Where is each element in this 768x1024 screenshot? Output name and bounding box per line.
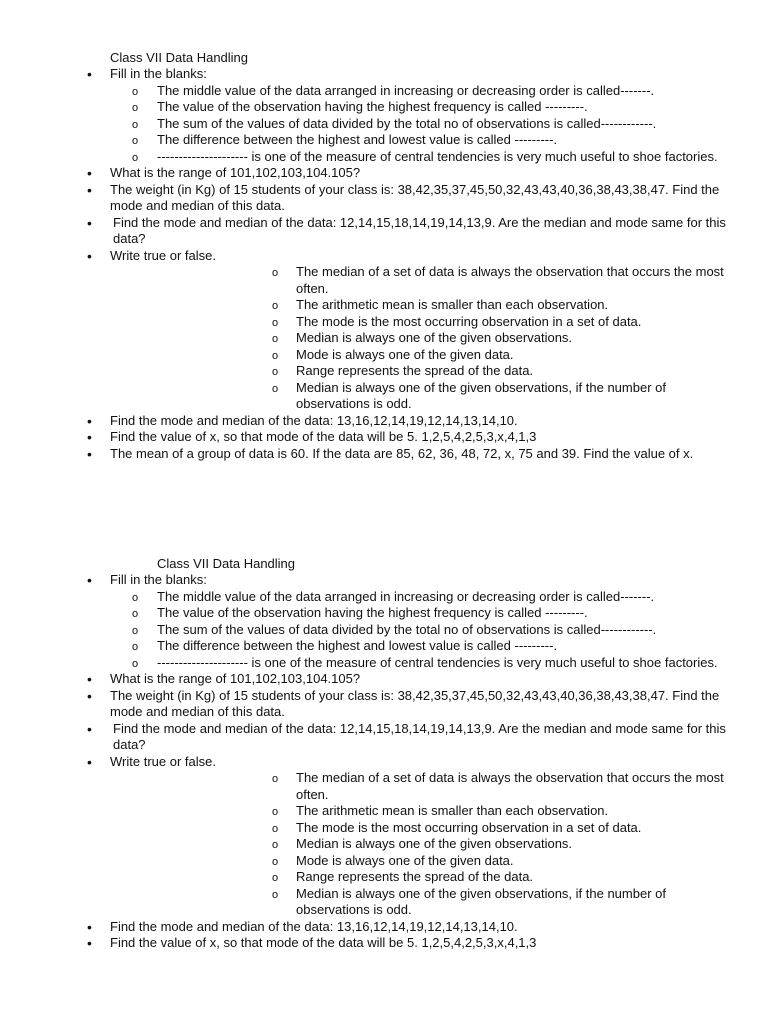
true-false-item xyxy=(0,853,736,870)
sub-bullet-marker: o xyxy=(132,118,139,131)
bullet-marker: • xyxy=(87,687,92,704)
question-text: What is the range of 101,102,103,104.105? xyxy=(110,671,361,686)
bullet-marker: • xyxy=(87,671,92,687)
bullet-marker: • xyxy=(87,165,92,181)
fill-blank-item xyxy=(0,638,737,655)
bullet-marker: • xyxy=(87,247,92,264)
question-true-false xyxy=(0,754,740,771)
worksheet-title: Class VII Data Handling xyxy=(110,50,249,65)
question-text: Write true or false. xyxy=(110,247,216,263)
question-text: Find the value of x, so that mode of the data will be 5. 1,2,5,4,2,5,3,x,4,1,3 xyxy=(110,935,537,950)
true-false-item xyxy=(0,314,736,331)
question-weight xyxy=(0,182,725,215)
fill-blank-text: The difference between the highest and lowest value is called ---------. xyxy=(157,638,558,653)
worksheet-title: Class VII Data Handling xyxy=(157,556,296,571)
question-value-x xyxy=(0,429,740,446)
true-false-item xyxy=(0,330,736,347)
sub-bullet-marker: o xyxy=(272,855,279,868)
question-text: Fill in the blanks: xyxy=(110,572,207,587)
fill-blank-text: The sum of the values of data divided by the total no of observations is called------------. xyxy=(157,621,657,637)
true-false-text: The arithmetic mean is smaller than each observation. xyxy=(296,297,609,312)
fill-blank-item xyxy=(0,116,737,133)
true-false-item xyxy=(0,264,736,297)
fill-blank-item xyxy=(0,149,722,166)
fill-blank-item xyxy=(0,589,737,606)
question-mode-median-same xyxy=(0,721,740,754)
fill-blank-item xyxy=(0,99,737,116)
question-text: The weight (in Kg) of 15 students of your class is: 38,42,35,37,45,50,32,43,43,40,36,38,43,38,47. Find the mode and median of this data. xyxy=(110,181,720,213)
true-false-text: The mode is the most occurring observation in a set of data. xyxy=(296,819,642,835)
question-text: Write true or false. xyxy=(110,753,216,769)
question-text: What is the range of 101,102,103,104.105? xyxy=(110,165,361,180)
question-range xyxy=(0,671,740,688)
true-false-text: Mode is always one of the given data. xyxy=(296,852,514,868)
true-false-text: The median of a set of data is always the observation that occurs the most often. xyxy=(296,264,724,296)
sub-bullet-marker: o xyxy=(272,267,279,279)
true-false-text: Median is always one of the given observations, if the number of observations is odd. xyxy=(296,379,666,411)
sub-bullet-marker: o xyxy=(132,85,139,98)
fill-blank-text: The value of the observation having the highest frequency is called ---------. xyxy=(157,99,588,114)
question-text: The weight (in Kg) of 15 students of your class is: 38,42,35,37,45,50,32,43,43,40,36,38,43,38,47. Find the mode and median of this data. xyxy=(110,687,720,719)
true-false-item xyxy=(0,836,736,853)
bullet-marker: • xyxy=(87,429,92,445)
true-false-text: Median is always one of the given observations. xyxy=(296,330,573,345)
true-false-item xyxy=(0,803,736,820)
fill-blank-item xyxy=(0,605,737,622)
fill-blank-text: The middle value of the data arranged in increasing or decreasing order is called-------. xyxy=(157,82,655,98)
question-text: Find the value of x, so that mode of the data will be 5. 1,2,5,4,2,5,3,x,4,1,3 xyxy=(110,429,537,444)
question-list xyxy=(0,66,768,462)
sub-bullet-marker: o xyxy=(272,366,279,378)
sub-bullet-marker: o xyxy=(132,657,139,670)
sub-bullet-marker: o xyxy=(272,822,279,835)
sub-bullet-marker: o xyxy=(272,316,279,329)
bullet-marker: • xyxy=(87,66,92,82)
fill-blank-text: --------------------- is one of the measure of central tendencies is very much useful to shoe factories. xyxy=(157,148,718,164)
sub-bullet-marker: o xyxy=(272,349,279,362)
sub-bullet-marker: o xyxy=(272,333,279,345)
bullet-marker: • xyxy=(87,181,92,198)
question-mode-median-same xyxy=(0,215,740,248)
true-false-item xyxy=(0,770,736,803)
sub-bullet-marker: o xyxy=(132,608,139,620)
sub-bullet-marker: o xyxy=(272,839,279,851)
sub-bullet-marker: o xyxy=(132,624,139,637)
question-mode-median-2 xyxy=(0,413,740,430)
true-false-text: Range represents the spread of the data. xyxy=(296,869,534,884)
question-text: Fill in the blanks: xyxy=(110,66,207,81)
true-false-item xyxy=(0,886,716,919)
fill-blank-text: The sum of the values of data divided by the total no of observations is called------------. xyxy=(157,115,657,131)
question-fill-blanks xyxy=(0,66,730,83)
bullet-marker: • xyxy=(87,214,92,231)
true-false-item xyxy=(0,363,736,380)
true-false-text: The arithmetic mean is smaller than each observation. xyxy=(296,803,609,818)
true-false-item xyxy=(0,869,736,886)
fill-blank-text: The value of the observation having the highest frequency is called ---------. xyxy=(157,605,588,620)
question-range xyxy=(0,165,740,182)
bullet-marker: • xyxy=(87,935,92,951)
bullet-marker: • xyxy=(87,412,92,429)
fill-blank-text: The middle value of the data arranged in increasing or decreasing order is called-------. xyxy=(157,588,655,604)
sub-bullet-marker: o xyxy=(272,806,279,818)
question-mode-median-2 xyxy=(0,919,740,936)
question-mean xyxy=(0,446,740,463)
true-false-item xyxy=(0,347,736,364)
question-text: Find the mode and median of the data: 12,14,15,18,14,19,14,13,9. Are the median and mode same for this data? xyxy=(113,214,726,246)
sub-bullet-marker: o xyxy=(132,102,139,114)
sub-bullet-marker: o xyxy=(132,641,139,653)
question-text: Find the mode and median of the data: 12,14,15,18,14,19,14,13,9. Are the median and mode same for this data? xyxy=(113,720,726,752)
question-text: Find the mode and median of the data: 13,16,12,14,19,12,14,13,14,10. xyxy=(110,918,518,934)
fill-blank-item xyxy=(0,655,722,672)
sub-bullet-marker: o xyxy=(132,151,139,164)
question-text: Find the mode and median of the data: 13,16,12,14,19,12,14,13,14,10. xyxy=(110,412,518,428)
true-false-text: Range represents the spread of the data. xyxy=(296,363,534,378)
true-false-item xyxy=(0,820,736,837)
true-false-text: Median is always one of the given observations, if the number of observations is odd. xyxy=(296,885,666,917)
true-false-text: The mode is the most occurring observation in a set of data. xyxy=(296,313,642,329)
fill-blank-text: The difference between the highest and lowest value is called ---------. xyxy=(157,132,558,147)
sub-bullet-marker: o xyxy=(272,872,279,884)
question-list xyxy=(0,572,768,952)
question-weight xyxy=(0,688,725,721)
sub-bullet-marker: o xyxy=(132,591,139,604)
question-text: The mean of a group of data is 60. If the data are 85, 62, 36, 48, 72, x, 75 and 39. Find the value of x. xyxy=(110,445,694,461)
sub-bullet-marker: o xyxy=(132,135,139,147)
bullet-marker: • xyxy=(87,572,92,588)
bullet-marker: • xyxy=(87,445,92,462)
fill-blank-item xyxy=(0,622,737,639)
bullet-marker: • xyxy=(87,753,92,770)
sub-bullet-marker: o xyxy=(272,382,279,395)
sub-bullet-marker: o xyxy=(272,773,279,785)
question-value-x xyxy=(0,935,740,952)
question-fill-blanks xyxy=(0,572,730,589)
true-false-text: Mode is always one of the given data. xyxy=(296,346,514,362)
question-true-false xyxy=(0,248,740,265)
fill-blank-item xyxy=(0,83,737,100)
true-false-item xyxy=(0,380,716,413)
fill-blank-item xyxy=(0,132,737,149)
fill-blank-text: --------------------- is one of the measure of central tendencies is very much useful to shoe factories. xyxy=(157,654,718,670)
true-false-item xyxy=(0,297,736,314)
true-false-text: Median is always one of the given observations. xyxy=(296,836,573,851)
true-false-text: The median of a set of data is always the observation that occurs the most often. xyxy=(296,770,724,802)
bullet-marker: • xyxy=(87,720,92,737)
sub-bullet-marker: o xyxy=(272,300,279,312)
bullet-marker: • xyxy=(87,918,92,935)
sub-bullet-marker: o xyxy=(272,888,279,901)
